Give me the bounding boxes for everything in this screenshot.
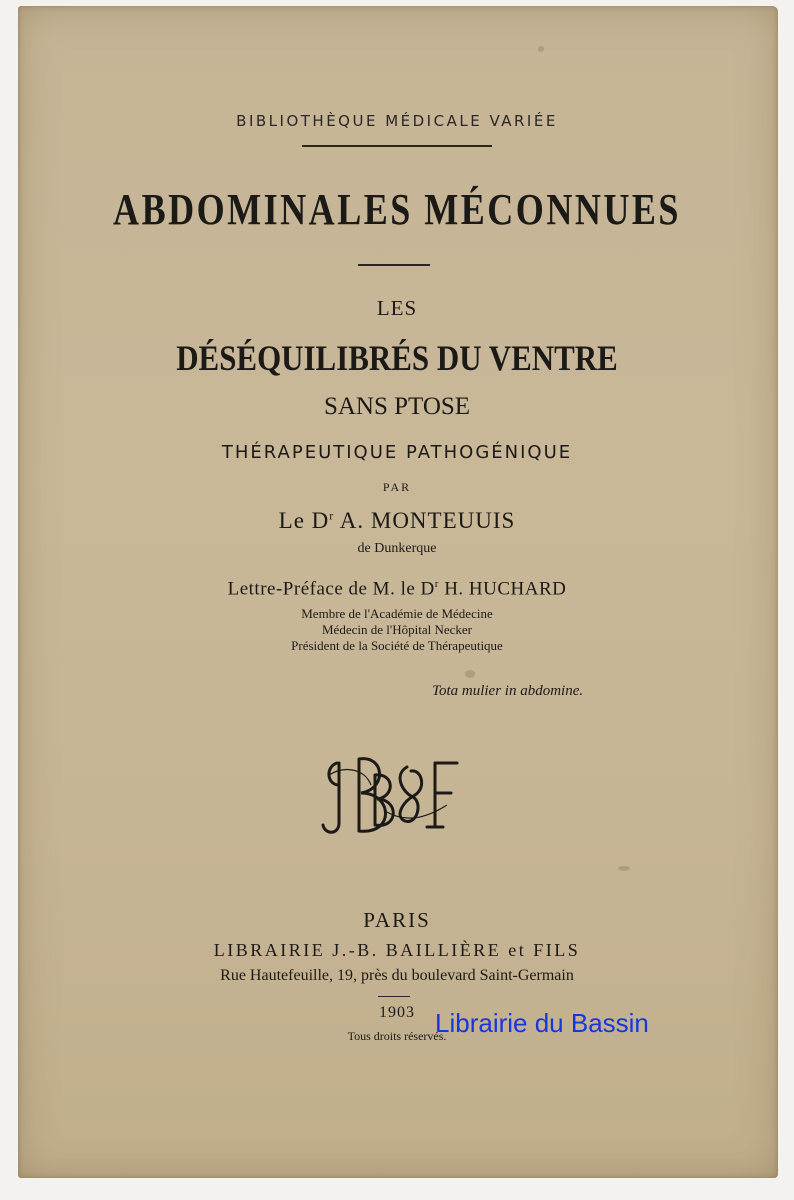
title-rule [358,264,430,266]
preface-name: H. HUCHARD [444,578,567,600]
year-rule [378,996,410,997]
preface-sup: r [434,578,439,590]
main-title: ABDOMINALES MÉCONNUES [113,185,681,234]
author-prefix: Le D [278,508,330,533]
preface-line [0,578,794,600]
publication-year: 1903 [379,1004,415,1021]
subtitle-line1: DÉSÉQUILIBRÉS DU VENTRE [176,338,618,378]
series-title: BIBLIOTHÈQUE MÉDICALE VARIÉE [236,112,558,130]
epigraph: Tota mulier in abdomine. [432,683,584,699]
by-line: PAR [382,480,412,494]
series-rule [302,145,492,147]
subtitle-les: LES [376,296,418,320]
author-sup: r [329,508,335,523]
affiliation-line: Président de la Société de Thérapeutique [291,638,503,653]
publisher-name: LIBRAIRIE J.-B. BAILLIÈRE et FILS [213,940,581,960]
publisher-monogram-logo [315,745,465,845]
rights-notice: Tous droits réservés. [347,1029,447,1043]
seller-watermark: Librairie du Bassin [435,1008,649,1038]
author-name: A. MONTEUUIS [339,508,516,533]
preface-prefix: Lettre-Préface de M. le D [227,578,435,600]
author-line [0,508,794,534]
subtitle-line2: SANS PTOSE [323,393,471,420]
publisher-city: PARIS [363,908,431,932]
theme-line: THÉRAPEUTIQUE PATHOGÉNIQUE [221,442,573,463]
author-location: de Dunkerque [357,541,437,556]
publisher-address: Rue Hautefeuille, 19, près du boulevard Saint-Germain [220,967,574,984]
affiliation-line: Membre de l'Académie de Médecine [301,606,493,621]
affiliation-line: Médecin de l'Hôpital Necker [322,622,472,637]
